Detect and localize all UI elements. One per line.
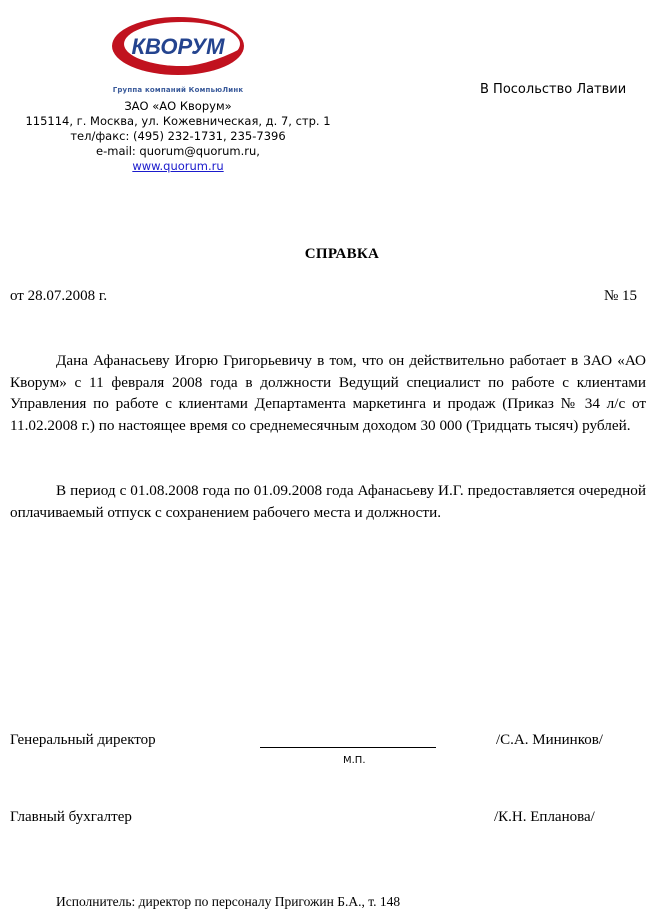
paragraph-vacation: В период с 01.08.2008 года по 01.09.2008 года Афанасьеву И.Г. предоставляется очередной оплачиваемый отпуск с сохранением рабочего места и должности. xyxy=(10,482,646,521)
company-phone: тел/факс: (495) 232-1731, 235-7396 xyxy=(70,129,286,143)
logo-group-caption: Группа компаний КомпьюЛинк xyxy=(112,86,244,94)
company-details xyxy=(10,99,346,174)
director-title: Генеральный директор xyxy=(10,732,156,748)
stamp-placeholder: М.П. xyxy=(343,755,366,766)
company-address: 115114, г. Москва, ул. Кожевническая, д. 7, стр. 1 xyxy=(25,114,331,128)
accountant-title: Главный бухгалтер xyxy=(10,809,132,825)
paragraph-employment: Дана Афанасьеву Игорю Григорьевичу в том, что он действительно работает в ЗАО «АО Кворум» с 11 февраля 2008 года в должности Ведущий специалист по работе с клиентами Управления по работе с клиентами Департамента маркетинга и продаж (Приказ № 34 л/с от 11.02.2008 г.) по настоящее время со среднемесячным доходом 30 000 (Тридцать тысяч) рублей. xyxy=(10,352,646,434)
addressee: В Посольство Латвии xyxy=(480,82,627,97)
director-name: /С.А. Мининков/ xyxy=(496,732,603,748)
document-title: СПРАВКА xyxy=(304,246,380,262)
logo-brand-text: КВОРУМ xyxy=(131,34,225,59)
company-website-link[interactable]: www.quorum.ru xyxy=(132,159,224,173)
document-number: № 15 xyxy=(604,288,638,304)
company-email: e-mail: quorum@quorum.ru, xyxy=(96,144,260,158)
accountant-name: /К.Н. Епланова/ xyxy=(494,809,595,825)
document-date: от 28.07.2008 г. xyxy=(10,288,108,304)
executor-line: Исполнитель: директор по персоналу Пригожин Б.А., т. 148 xyxy=(56,894,401,909)
company-logo xyxy=(108,12,248,84)
company-name: ЗАО «АО Кворум» xyxy=(124,99,232,113)
signature-line xyxy=(260,747,436,748)
